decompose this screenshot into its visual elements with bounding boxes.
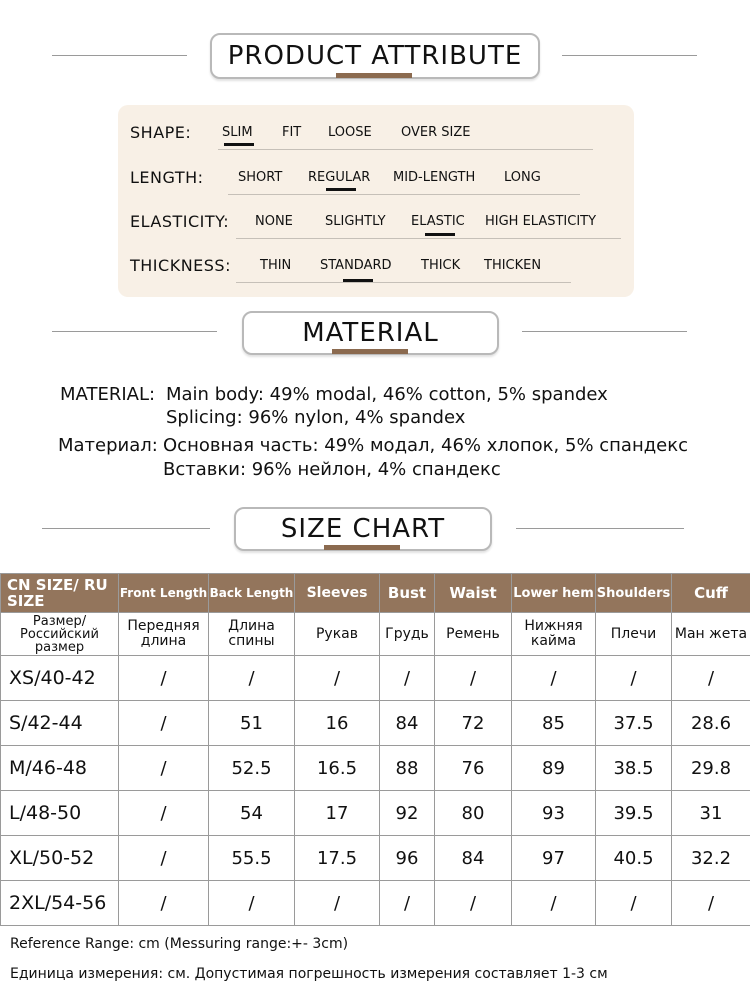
table-cell: 93 [512,791,596,836]
material-line-ru-1: Основная часть: 49% модал, 46% хлопок, 5% спандекс [163,435,689,456]
attribute-option: HIGH ELASTICITY [485,214,597,229]
table-cell: 97 [512,836,596,881]
size-label-cell: M/46-48 [1,746,119,791]
header-cell: Shoulders [596,574,672,613]
table-cell: / [596,881,672,926]
size-label-cell: S/42-44 [1,701,119,746]
selected-marker [224,143,254,146]
table-cell: 84 [380,701,435,746]
material-line-en-1: Main body: 49% modal, 46% cotton, 5% spandex [166,384,608,405]
table-cell: / [380,656,435,701]
table-cell: 54 [209,791,295,836]
table-cell: / [672,656,750,701]
material-line-ru-2: Вставки: 96% нейлон, 4% спандекс [163,459,501,480]
table-row [1,701,750,746]
selected-marker [326,188,356,191]
attribute-option: SLIGHTLY [325,214,386,229]
selected-marker [425,233,455,236]
table-cell: / [295,656,380,701]
table-cell: 37.5 [596,701,672,746]
table-header-row-ru [1,613,750,656]
table-cell: 39.5 [596,791,672,836]
material-label-ru: Материал: [58,435,158,456]
table-cell: 32.2 [672,836,750,881]
attribute-underline [228,194,580,195]
size-chart-table [0,573,750,926]
size-label-cell: XS/40-42 [1,656,119,701]
table-cell: 17.5 [295,836,380,881]
header-cell: Front Length [119,574,209,613]
attribute-row-shape [118,119,634,149]
attribute-label: ELASTICITY: [130,212,230,231]
attribute-option: REGULAR [308,170,371,185]
table-cell: 28.6 [672,701,750,746]
header-cell: Ремень [435,613,512,656]
table-cell: / [119,701,209,746]
divider-line [42,528,210,529]
table-cell: 40.5 [596,836,672,881]
table-cell: 16.5 [295,746,380,791]
table-cell: / [380,881,435,926]
divider-line [562,55,697,56]
table-header-row-en [1,574,750,613]
table-cell: 16 [295,701,380,746]
material-label-en: MATERIAL: [60,384,156,405]
material-line-en-2: Splicing: 96% nylon, 4% spandex [166,407,466,428]
table-cell: / [435,656,512,701]
attribute-underline [236,282,571,283]
table-cell: / [119,656,209,701]
table-row [1,881,750,926]
divider-line [52,331,217,332]
size-label-cell: L/48-50 [1,791,119,836]
header-cell: Back Length [209,574,295,613]
table-cell: / [435,881,512,926]
table-row [1,791,750,836]
attribute-option: STANDARD [320,258,392,273]
table-row [1,656,750,701]
attribute-option: THIN [260,258,292,273]
table-cell: 38.5 [596,746,672,791]
header-cell: Передняя длина [119,613,209,656]
attribute-label: THICKNESS: [130,256,231,275]
title-accent-bar [336,73,412,78]
header-cell: Размер/ Российский размер [1,613,119,656]
table-row [1,746,750,791]
divider-line [516,528,684,529]
table-cell: 55.5 [209,836,295,881]
header-cell: Грудь [380,613,435,656]
table-cell: 88 [380,746,435,791]
table-row [1,836,750,881]
attribute-row-length [118,164,634,194]
selected-marker [343,279,373,282]
table-cell: 17 [295,791,380,836]
attribute-row-thickness [118,252,634,282]
header-cell: Длина спины [209,613,295,656]
attribute-label: LENGTH: [130,168,204,187]
section-title-text: MATERIAL [302,318,439,348]
attribute-option: NONE [255,214,293,229]
table-cell: / [512,881,596,926]
table-cell: / [119,881,209,926]
divider-line [522,331,687,332]
table-cell: / [119,791,209,836]
header-cell: Рукав [295,613,380,656]
attribute-row-elasticity [118,208,634,238]
attribute-option: LOOSE [328,125,372,140]
header-cell: CN SIZE/ RU SIZE [1,574,119,613]
table-cell: / [672,881,750,926]
header-cell: Lower hem [512,574,596,613]
attribute-option: MID-LENGTH [393,170,476,185]
header-cell: Ман жета [672,613,750,656]
table-cell: 31 [672,791,750,836]
header-cell: Нижняя кайма [512,613,596,656]
attribute-option: SLIM [222,125,253,140]
table-cell: 80 [435,791,512,836]
table-cell: 84 [435,836,512,881]
table-cell: / [596,656,672,701]
attribute-option: FIT [282,125,302,140]
header-cell: Cuff [672,574,750,613]
table-cell: 96 [380,836,435,881]
attribute-option: LONG [504,170,541,185]
table-cell: / [209,656,295,701]
size-chart-body [1,656,750,926]
divider-line [52,55,187,56]
attribute-option: OVER SIZE [401,125,471,140]
reference-range-en: Reference Range: cm (Messuring range:+- 3cm) [10,936,349,952]
reference-range-ru: Единица измерения: см. Допустимая погрешность измерения составляет 1-3 см [10,966,608,982]
header-cell: Плечи [596,613,672,656]
attribute-panel [118,105,634,297]
table-cell: 51 [209,701,295,746]
table-cell: 92 [380,791,435,836]
table-cell: / [295,881,380,926]
attribute-underline [218,149,593,150]
section-title-text: SIZE CHART [280,514,446,544]
table-cell: 52.5 [209,746,295,791]
title-accent-bar [324,545,400,550]
table-cell: / [119,836,209,881]
table-cell: / [512,656,596,701]
table-cell: / [209,881,295,926]
table-cell: 89 [512,746,596,791]
table-cell: 76 [435,746,512,791]
table-cell: 72 [435,701,512,746]
attribute-option: THICKEN [484,258,542,273]
table-cell: / [119,746,209,791]
attribute-option: SHORT [238,170,283,185]
attribute-option: THICK [421,258,461,273]
attribute-label: SHAPE: [130,123,192,142]
header-cell: Waist [435,574,512,613]
table-cell: 85 [512,701,596,746]
table-cell: 29.8 [672,746,750,791]
attribute-underline [236,238,621,239]
header-cell: Sleeves [295,574,380,613]
size-label-cell: 2XL/54-56 [1,881,119,926]
attribute-option: ELASTIC [411,214,465,229]
title-accent-bar [332,349,408,354]
header-cell: Bust [380,574,435,613]
size-label-cell: XL/50-52 [1,836,119,881]
section-title-text: PRODUCT ATTRIBUTE [227,41,523,71]
